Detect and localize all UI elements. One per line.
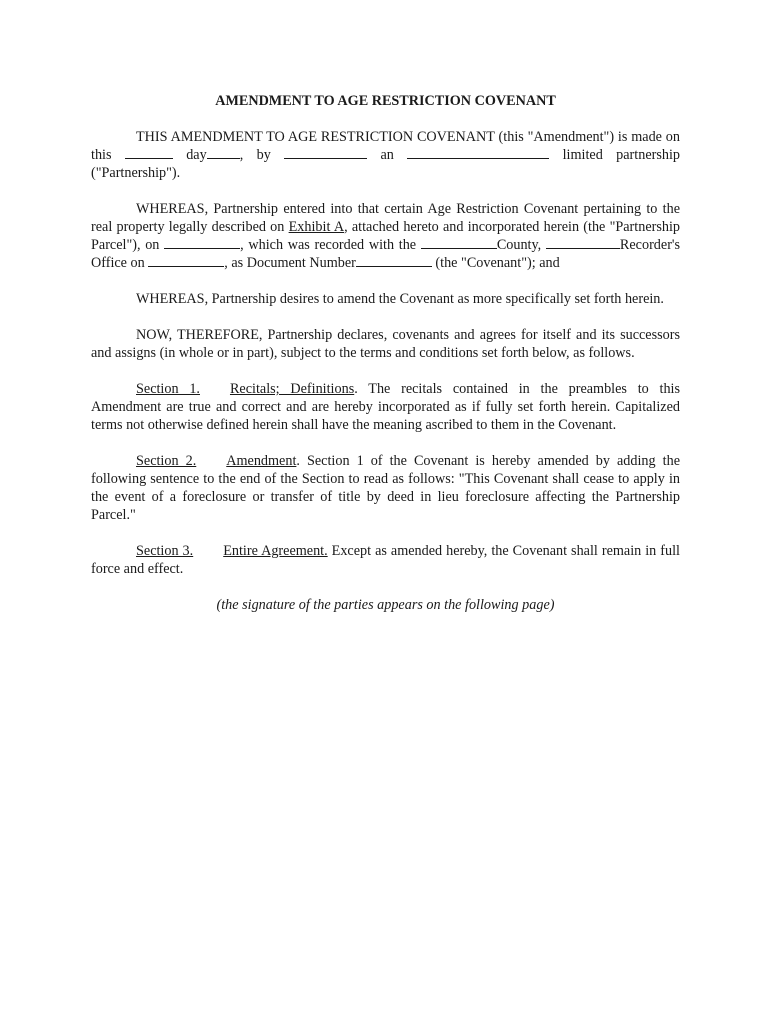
whereas-paragraph-1	[91, 200, 680, 272]
whereas1-text-1: WHEREAS, Partnership entered into that certain Age Restriction Covenant pertaining to the real property legally described on	[91, 201, 680, 235]
day-blank	[125, 146, 173, 159]
document-body	[91, 92, 680, 632]
intro-text-4: an	[367, 147, 408, 163]
intro-text-2: day	[172, 147, 207, 163]
covenant-date-blank	[164, 236, 240, 249]
party-name-blank	[284, 146, 367, 159]
document-number-blank	[356, 254, 432, 267]
intro-text-5: limited partnership ("Partnership").	[91, 147, 680, 181]
county-blank	[421, 236, 497, 249]
whereas-paragraph-2: WHEREAS, Partnership desires to amend the Covenant as more specifically set forth herein.	[136, 291, 664, 307]
section-1-text: . The recitals contained in the preambles to this Amendment are true and correct and are hereby incorporated as if fully set forth herein. Capitalized terms not otherwise defined herein shall have the meaning ascribed to them in the Covenant.	[91, 381, 680, 433]
whereas1-text-6: , as Document Number	[224, 255, 356, 271]
section-1-paragraph	[91, 380, 680, 434]
month-blank	[207, 146, 240, 159]
whereas1-text-3: , which was recorded with the	[240, 237, 421, 253]
intro-text-1: THIS AMENDMENT TO AGE RESTRICTION COVENANT (this "Amendment") is made on this	[91, 129, 680, 163]
whereas1-text-4: County,	[496, 237, 546, 253]
section-3-label: Section 3.	[136, 543, 194, 559]
whereas1-text-2: , attached hereto and incorporated herein (the "Partnership Parcel"), on	[91, 219, 680, 253]
whereas1-text-7: (the "Covenant"); and	[431, 255, 560, 271]
section-2-label: Section 2.	[136, 453, 197, 469]
section-2-paragraph	[91, 452, 680, 524]
recording-date-blank	[148, 254, 224, 267]
whereas1-text-5: Recorder's Office on	[91, 237, 680, 271]
section-1-label: Section 1.	[136, 381, 200, 397]
document-title: AMENDMENT TO AGE RESTRICTION COVENANT	[215, 93, 556, 109]
state-blank	[407, 146, 549, 159]
signature-note: (the signature of the parties appears on the following page)	[216, 597, 555, 613]
section-2-text: . Section 1 of the Covenant is hereby amended by adding the following sentence to the end of the Section to read as follows: "This Covenant shall cease to apply in the event of a foreclosure or transfer of title by deed in lieu foreclosure affecting the Partnership Parcel."	[91, 453, 680, 523]
section-3-paragraph	[91, 542, 680, 578]
now-therefore-paragraph: NOW, THEREFORE, Partnership declares, covenants and agrees for itself and its successors and assigns (in whole or in part), subject to the terms and conditions set forth below, as follows.	[91, 327, 680, 361]
exhibit-reference: Exhibit A	[288, 219, 345, 235]
intro-text-3: , by	[239, 147, 285, 163]
recorder-county-blank	[546, 236, 620, 249]
section-2-heading: Amendment	[226, 453, 297, 469]
section-3-heading: Entire Agreement.	[223, 543, 328, 559]
section-1-heading: Recitals; Definitions	[229, 381, 355, 397]
section-3-text: Except as amended hereby, the Covenant shall remain in full force and effect.	[91, 543, 680, 577]
intro-paragraph	[91, 128, 680, 182]
